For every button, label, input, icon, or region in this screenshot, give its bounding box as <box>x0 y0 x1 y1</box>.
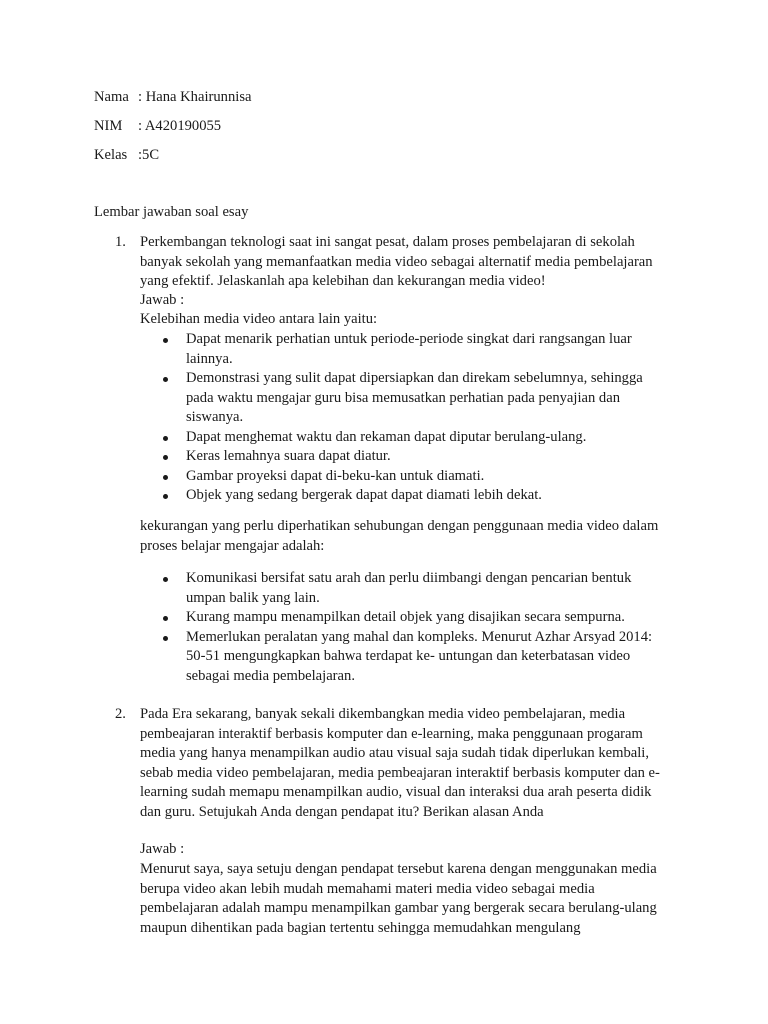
list-item: Gambar proyeksi dapat di-beku-kan untuk diamati. <box>0 467 666 487</box>
q1-answer-label: Jawab : <box>140 292 185 308</box>
list-item: Komunikasi bersifat satu arah dan perlu diimbangi dengan pencarian bentuk umpan balik yang lain. <box>0 569 666 608</box>
list-item: Demonstrasi yang sulit dapat dipersiapkan dan direkam sebelumnya, sehingga pada waktu mengajar guru bisa memusatkan perhatian pada penyajian dan siswanya. <box>0 369 666 428</box>
bullet-icon <box>163 338 168 343</box>
q2-question: Pada Era sekarang, banyak sekali dikembangkan media video pembelajaran, media pembeajaran interaktif berbasis komputer dan e-learning, maka penggunaan progaram media yang hanya menampilkan audio atau visual saja sudah tidak diperlukan kembali, sebab media video pembelajaran, media pembeajaran interaktif berbasis komputer dan e-learning sudah memapu menampilkan audio, visual dan interaksi dua arah peserta didik dan guru. Setujukah Anda dengan pendapat itu? Berikan alasan Anda <box>140 706 660 820</box>
bullet-icon <box>163 494 168 499</box>
bullet-icon <box>163 636 168 641</box>
bullet-icon <box>163 377 168 382</box>
q2-answer: Menurut saya, saya setuju dengan pendapat tersebut karena dengan menggunakan media berupa video akan lebih mudah memahami materi media video sebagai media pembelajaran adalah mampu menampilkan gambar yang bergerak secara berulang-ulang maupun dihentikan pada bagian tertentu sehingga memudahkan mengulang <box>140 861 657 936</box>
bullet-icon <box>163 475 168 480</box>
q1-advantages-intro: Kelebihan media video antara lain yaitu: <box>140 311 378 327</box>
list-item: Dapat menghemat waktu dan rekaman dapat diputar berulang-ulang. <box>0 428 666 448</box>
nim-label: NIM <box>94 118 123 134</box>
q2-number: 2. <box>115 706 126 722</box>
q1-disadvantages-intro: kekurangan yang perlu diperhatikan sehubungan dengan penggunaan media video dalam proses belajar mengajar adalah: <box>140 518 659 554</box>
list-item: Objek yang sedang bergerak dapat dapat diamati lebih dekat. <box>0 486 666 506</box>
nim-value: : A420190055 <box>138 118 222 134</box>
name-value: : Hana Khairunnisa <box>138 89 252 105</box>
class-line <box>94 146 159 164</box>
bullet-icon <box>163 616 168 621</box>
q2-answer-label: Jawab : <box>140 841 185 857</box>
nim-line <box>94 117 221 135</box>
name-label: Nama <box>94 89 129 105</box>
q1-advantages-list <box>0 330 666 506</box>
list-item: Memerlukan peralatan yang mahal dan kompleks. Menurut Azhar Arsyad 2014: 50-51 mengungkapkan bahwa terdapat ke- untungan dan keterbatasan video sebagai media pembelajaran. <box>0 628 666 687</box>
list-item: Kurang mampu menampilkan detail objek yang disajikan secara sempurna. <box>0 608 666 628</box>
sheet-title: Lembar jawaban soal esay <box>94 204 249 220</box>
bullet-icon <box>163 436 168 441</box>
list-item: Keras lemahnya suara dapat diatur. <box>0 447 666 467</box>
bullet-icon <box>163 455 168 460</box>
q1-number: 1. <box>115 234 126 250</box>
class-value: :5C <box>138 147 160 163</box>
list-item: Dapat menarik perhatian untuk periode-periode singkat dari rangsangan luar lainnya. <box>0 330 666 369</box>
q1-disadvantages-list <box>0 569 666 686</box>
q1-question: Perkembangan teknologi saat ini sangat pesat, dalam proses pembelajaran di sekolah banyak sekolah yang memanfaatkan media video sebagai alternatif media pembelajaran yang efektif. Jelaskanlah apa kelebihan dan kekurangan media video! <box>140 234 653 289</box>
name-line <box>94 88 251 106</box>
bullet-icon <box>163 577 168 582</box>
class-label: Kelas <box>94 147 128 163</box>
